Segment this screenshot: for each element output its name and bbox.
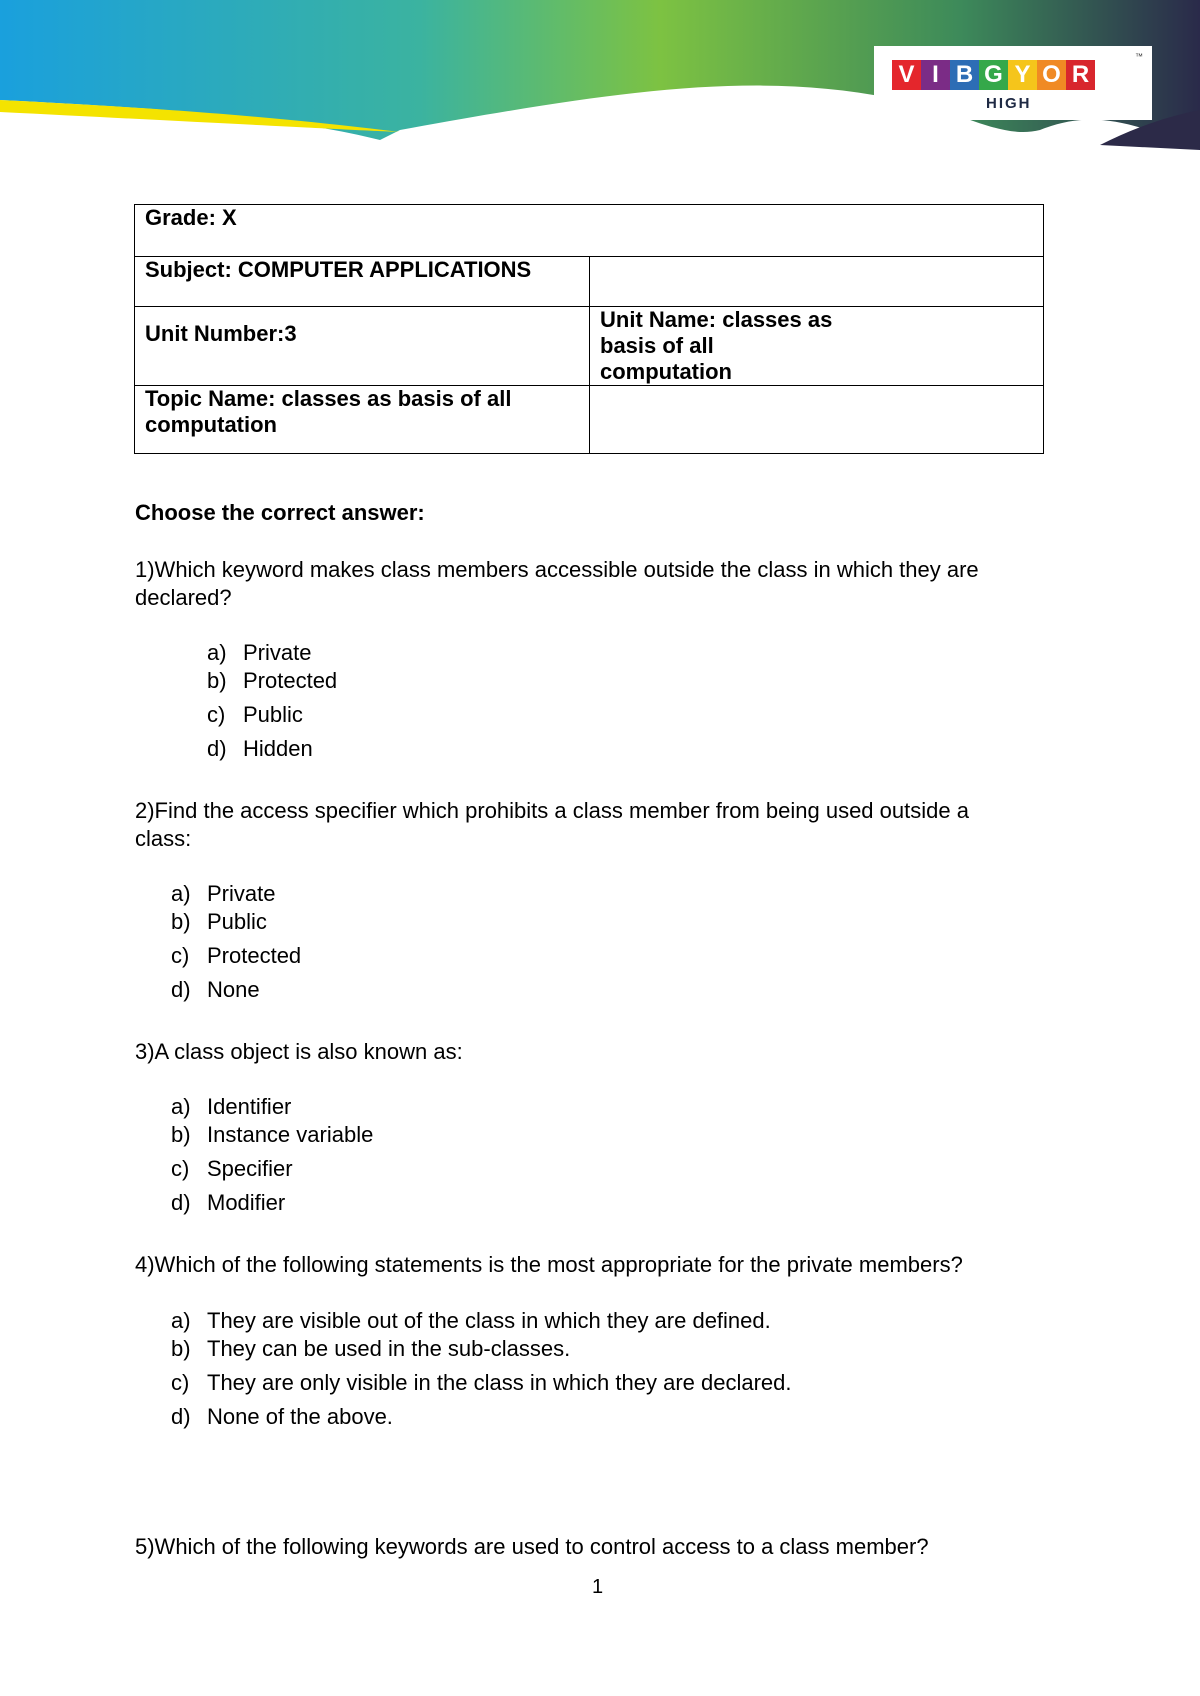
option-item: [171, 1094, 373, 1122]
option-text: Protected: [243, 668, 338, 693]
unit-name-line: computation: [600, 359, 732, 384]
option-text: Modifier: [207, 1190, 286, 1215]
option-letter: c): [171, 1156, 190, 1181]
option-text: Hidden: [243, 736, 313, 761]
option-item: [171, 909, 301, 943]
question-line: 3)A class object is also known as:: [135, 1039, 463, 1064]
unit-name-line: Unit Name: classes as: [600, 307, 833, 332]
question-5: [135, 1533, 1075, 1561]
option-item: [207, 668, 337, 702]
question-line: class:: [135, 826, 192, 851]
question-4: [135, 1251, 1075, 1279]
empty-cell: [590, 257, 1044, 307]
option-text: They are only visible in the class in which they are declared.: [207, 1370, 792, 1395]
question-4-options: [171, 1308, 792, 1438]
option-letter: d): [171, 977, 191, 1002]
topic-name-line: Topic Name: classes as basis of all: [145, 386, 512, 411]
logo-letters: [892, 60, 1095, 90]
option-text: Instance variable: [207, 1122, 374, 1147]
question-1: [135, 556, 1075, 612]
subject-cell: Subject: COMPUTER APPLICATIONS: [135, 257, 590, 307]
option-item: [171, 1190, 373, 1224]
option-item: [171, 1156, 373, 1190]
option-text: Public: [207, 909, 267, 934]
option-text: Identifier: [207, 1094, 292, 1119]
option-text: They can be used in the sub-classes.: [207, 1336, 571, 1361]
option-letter: b): [171, 1336, 191, 1361]
option-text: Private: [207, 881, 276, 906]
logo-trademark: ™: [1135, 52, 1143, 61]
question-3-options: [171, 1094, 373, 1224]
question-line: 1)Which keyword makes class members accessible outside the class in which they are: [135, 557, 979, 582]
option-text: Protected: [207, 943, 302, 968]
option-letter: a): [207, 640, 227, 665]
question-line: 5)Which of the following keywords are used to control access to a class member?: [135, 1534, 929, 1559]
option-item: [171, 1308, 792, 1336]
option-text: They are visible out of the class in which they are defined.: [207, 1308, 771, 1333]
option-item: [171, 977, 301, 1011]
option-text: None: [207, 977, 260, 1002]
question-line: declared?: [135, 585, 232, 610]
topic-name-line: computation: [145, 412, 277, 437]
option-letter: d): [171, 1404, 191, 1429]
option-letter: b): [207, 668, 227, 693]
option-item: [171, 1122, 373, 1156]
option-item: [207, 702, 337, 736]
option-item: [171, 943, 301, 977]
topic-name-cell: [135, 386, 590, 454]
option-item: [171, 1404, 792, 1438]
question-line: 4)Which of the following statements is the most appropriate for the private members?: [135, 1252, 963, 1277]
option-letter: a): [171, 1308, 191, 1333]
option-item: [171, 1370, 792, 1404]
option-letter: d): [171, 1190, 191, 1215]
option-item: [207, 640, 337, 668]
unit-name-line: basis of all: [600, 333, 714, 358]
option-letter: a): [171, 881, 191, 906]
option-letter: c): [207, 702, 226, 727]
page-number: 1: [592, 1576, 604, 1598]
option-text: Private: [243, 640, 312, 665]
question-1-options: [207, 640, 337, 770]
option-item: [171, 1336, 792, 1370]
logo-letter: B: [950, 60, 979, 90]
option-letter: b): [171, 909, 191, 934]
option-text: Public: [243, 702, 303, 727]
option-text: None of the above.: [207, 1404, 393, 1429]
question-2-options: [171, 881, 301, 1011]
logo-letter: R: [1066, 60, 1095, 90]
option-letter: c): [171, 1370, 190, 1395]
info-table: [134, 204, 1044, 454]
option-item: [207, 736, 337, 770]
logo-letter: G: [979, 60, 1008, 90]
unit-name-cell: [590, 307, 1044, 386]
instruction-heading: Choose the correct answer:: [135, 500, 425, 525]
option-text: Specifier: [207, 1156, 293, 1181]
logo-letter: V: [892, 60, 921, 90]
unit-number-cell: Unit Number:3: [135, 307, 590, 386]
option-letter: d): [207, 736, 227, 761]
option-letter: a): [171, 1094, 191, 1119]
question-2: [135, 797, 1075, 853]
logo-subtitle: HIGH: [986, 95, 1032, 112]
option-item: [171, 881, 301, 909]
grade-cell: Grade: X: [135, 205, 1044, 257]
option-letter: b): [171, 1122, 191, 1147]
logo-letter: I: [921, 60, 950, 90]
logo-letter: Y: [1008, 60, 1037, 90]
logo-letter: O: [1037, 60, 1066, 90]
empty-cell: [590, 386, 1044, 454]
option-letter: c): [171, 943, 190, 968]
question-line: 2)Find the access specifier which prohibits a class member from being used outside a: [135, 798, 969, 823]
question-3: [135, 1038, 1075, 1066]
